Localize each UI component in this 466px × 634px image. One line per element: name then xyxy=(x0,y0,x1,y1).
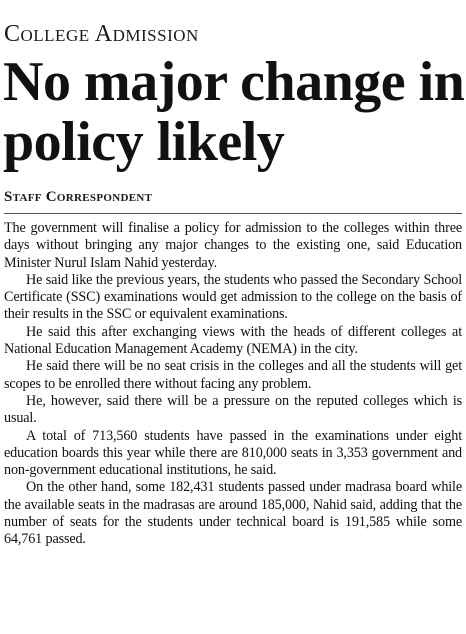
byline-divider xyxy=(4,213,462,214)
article-kicker: College Admission xyxy=(4,21,199,47)
article-paragraph: He said like the previous years, the students who passed the Secondary School Certificate (SSC) examinations would get admission to the college on the basis of their results in the SSC or equivalent examinations. xyxy=(4,271,462,323)
article-paragraph: He said this after exchanging views with the heads of different colleges at National Education Management Academy (NEMA) in the city. xyxy=(4,323,462,358)
article-paragraph: The government will finalise a policy for admission to the colleges within three days without bringing any major changes to the existing one, said Education Minister Nurul Islam Nahid yesterday. xyxy=(4,220,462,271)
article-paragraph: He said there will be no seat crisis in the colleges and all the students will get scopes to be enrolled there without facing any problem. xyxy=(4,358,462,392)
article-paragraph: On the other hand, some 182,431 students passed under madrasa board while the available seats in the madrasas are around 185,000, Nahid said, adding that the number of seats for the students under technical board is 191,585 while some 64,761 passed. xyxy=(4,479,462,548)
article-byline: Staff Correspondent xyxy=(4,189,153,205)
article-body xyxy=(4,220,462,549)
article-headline: No major change in policy likely xyxy=(3,51,465,173)
article-paragraph: A total of 713,560 students have passed in the examinations under eight education boards this year while there are 810,000 seats in 3,353 government and non-government educational institutions, he said. xyxy=(4,427,462,479)
article-paragraph: He, however, said there will be a pressure on the reputed colleges which is usual. xyxy=(4,392,462,427)
